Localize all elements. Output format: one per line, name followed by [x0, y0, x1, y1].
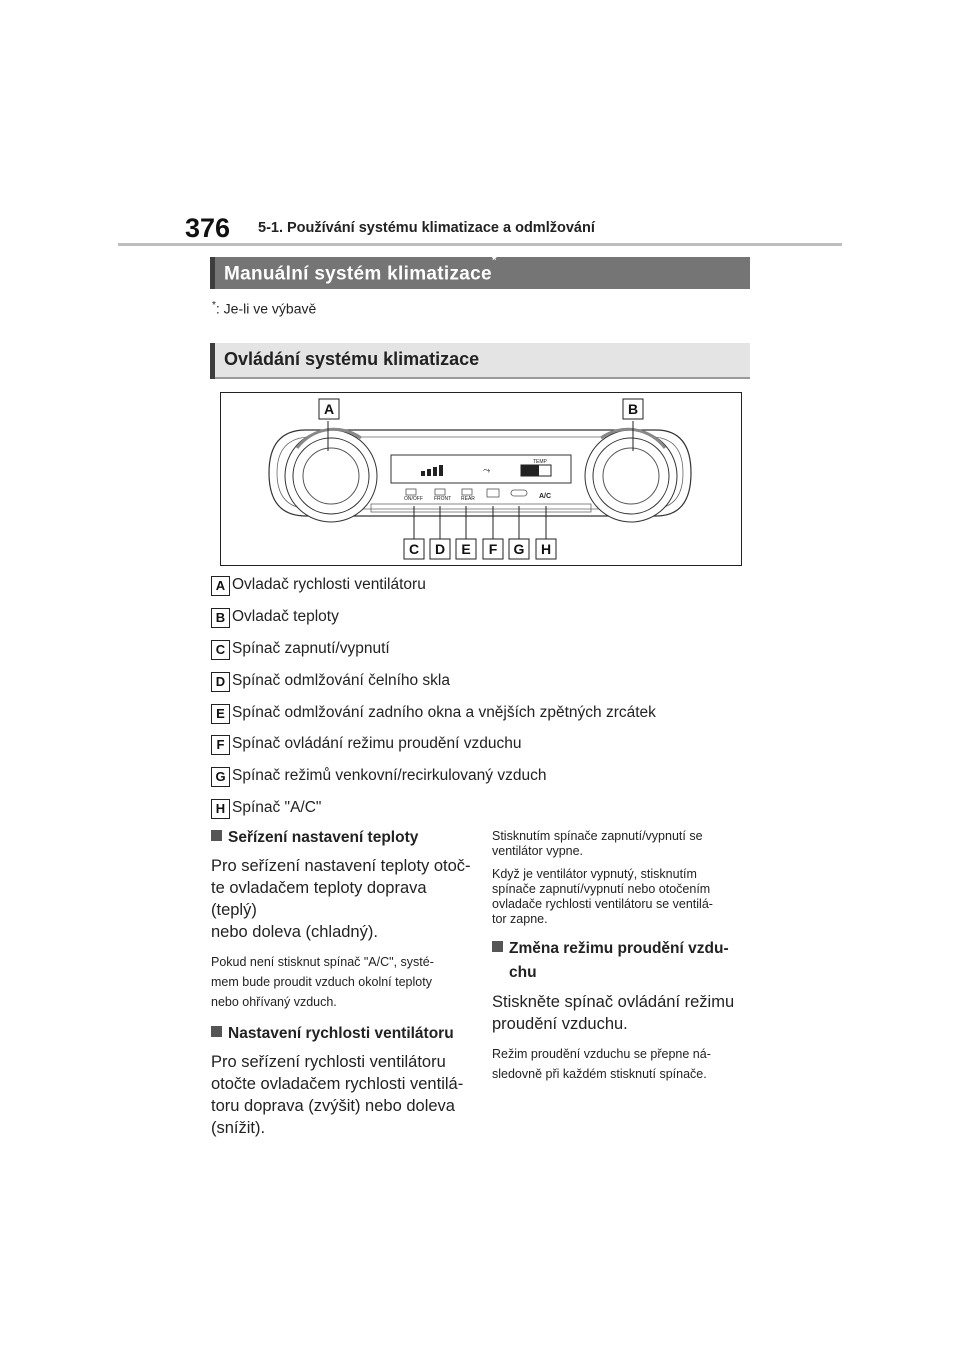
temp-note: Pokud není stisknut spínač "A/C", systé- mem bude proudit vzduch okolní teploty nebo ohřívaný vzduch.: [211, 955, 434, 1009]
legend-badge: E: [211, 704, 230, 724]
subsection-title: Ovládání systému klimatizace: [224, 349, 480, 369]
fan-speed-knob: [285, 429, 377, 522]
fan-heading: [211, 1023, 476, 1045]
temp-heading-text: Seřízení nastavení teploty: [228, 829, 419, 846]
footnote-mark: *: [212, 300, 216, 311]
left-column: [211, 827, 476, 1139]
legend-badge: B: [211, 608, 230, 628]
callout-c: C: [408, 541, 420, 557]
legend-badge: H: [211, 799, 230, 819]
mode-heading-text: Změna režimu proudění vzdu-: [509, 940, 729, 957]
callout-e: E: [461, 541, 471, 557]
section-accent: [210, 257, 215, 289]
legend-text: Spínač zapnutí/vypnutí: [232, 640, 390, 657]
section-title-text: Manuální systém klimatizace: [224, 263, 492, 285]
temp-heading: [211, 827, 476, 849]
callout-g: G: [513, 541, 525, 557]
climate-panel-illustration: [221, 393, 741, 565]
callout-a: A: [323, 401, 335, 417]
legend-text: Spínač odmlžování čelního skla: [232, 672, 450, 689]
fan-body: Pro seřízení rychlosti ventilátoru otočte ovladačem rychlosti ventilá- toru doprava (zvýšit) nebo doleva (snížit).: [211, 1053, 464, 1137]
callout-h: H: [540, 541, 552, 557]
bullet-square-icon: [492, 941, 503, 952]
climate-panel-diagram: [220, 392, 742, 566]
callout-f: F: [488, 541, 498, 557]
legend-badge: A: [211, 576, 230, 596]
legend-text: Spínač ovládání režimu proudění vzduchu: [232, 735, 522, 752]
bullet-square-icon: [211, 830, 222, 841]
onoff-button-label: ON/OFF: [404, 496, 423, 502]
footnote-mark: *: [491, 253, 497, 267]
rear-button-label: REAR: [461, 496, 475, 502]
section-title: [224, 253, 497, 285]
page-number: 376: [185, 213, 231, 243]
display-temp-label: TEMP: [533, 459, 547, 465]
mode-body: Stiskněte spínač ovládání režimu proudění vzduchu.: [492, 993, 735, 1033]
mode-heading-text-cont: chu: [509, 964, 537, 981]
legend-badge: D: [211, 672, 230, 692]
section-heading-bar: [210, 253, 750, 289]
footnote: [212, 300, 316, 317]
fan-heading-text: Nastavení rychlosti ventilátoru: [228, 1025, 454, 1042]
bullet-square-icon: [211, 1026, 222, 1037]
subsection-heading-bar: [210, 343, 750, 379]
legend-text: Spínač "A/C": [232, 799, 322, 816]
legend-text: Spínač režimů venkovní/recirkulovaný vzduch: [232, 767, 547, 784]
legend-badge: F: [211, 735, 230, 755]
header-divider: [118, 243, 842, 246]
callout-d: D: [434, 541, 446, 557]
legend-text: Ovladač teploty: [232, 608, 339, 625]
legend-badge: C: [211, 640, 230, 660]
footnote-text: : Je-li ve výbavě: [215, 300, 317, 317]
legend-text: Ovladač rychlosti ventilátoru: [232, 576, 426, 593]
subsection-accent: [210, 343, 215, 379]
mode-heading: [492, 937, 757, 985]
legend-text: Spínač odmlžování zadního okna a vnějších zpětných zrcátek: [232, 704, 656, 721]
legend-badge: G: [211, 767, 230, 787]
onoff-note: Stisknutím spínače zapnutí/vypnutí se ventilátor vypne.: [492, 829, 703, 858]
callout-b: B: [627, 401, 639, 417]
chapter-title: 5-1. Používání systému klimatizace a odmlžování: [258, 220, 595, 236]
temp-body: Pro seřízení nastavení teploty otoč- te ovladačem teploty doprava (teplý) nebo doleva (chladný).: [211, 857, 471, 941]
svg-text:⤳: ⤳: [483, 466, 491, 476]
right-column: [492, 829, 757, 1084]
temperature-knob: [585, 429, 677, 522]
fan-on-note: Když je ventilátor vypnutý, stisknutím spínače zapnutí/vypnutí nebo otočením ovladače rychlosti ventilátoru se ventilá- tor zapne.: [492, 867, 713, 926]
ac-button-label: A/C: [539, 493, 552, 500]
mode-note: Režim proudění vzduchu se přepne ná- sledovně při každém stisknutí spínače.: [492, 1047, 711, 1081]
front-button-label: FRONT: [434, 496, 452, 502]
